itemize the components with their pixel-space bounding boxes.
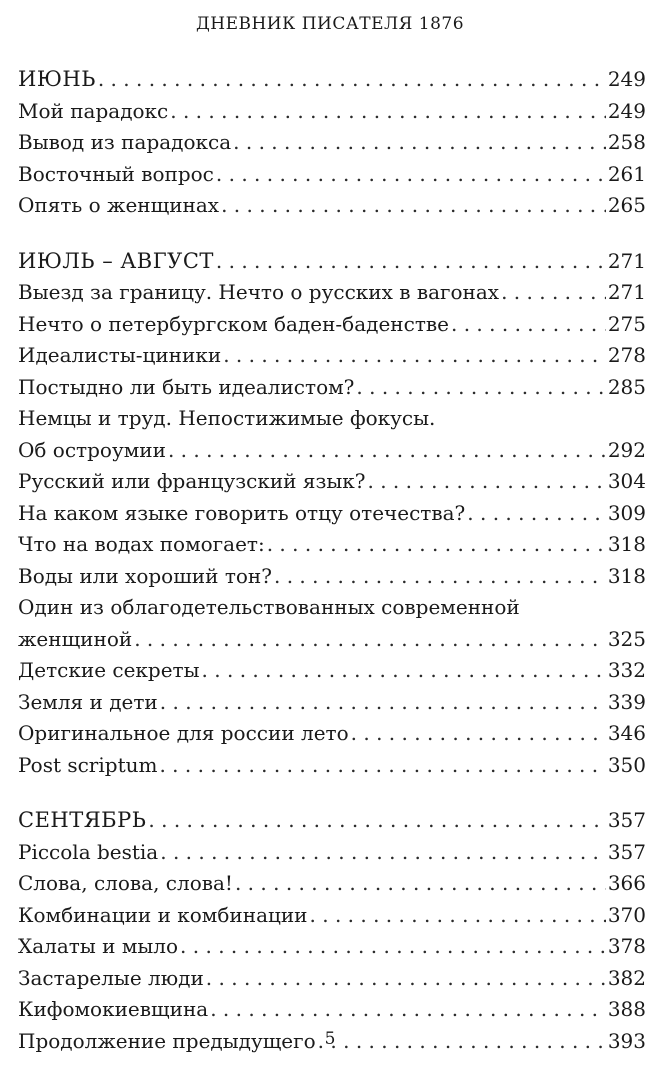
- entry-title: Земля и дети: [18, 689, 158, 714]
- toc-entry: [18, 624, 646, 656]
- entry-title: Вывод из парадокса: [18, 130, 232, 154]
- toc-entry: [18, 498, 646, 530]
- entry-title: Идеалисты-циники: [18, 343, 222, 367]
- entry-title-first-line: Один из облагодетельствованных современной: [18, 595, 520, 619]
- section-heading-title: ИЮНЬ: [18, 67, 96, 91]
- entry-title: Нечто о петербургском баден-баденстве: [18, 311, 449, 336]
- toc-entry: [18, 190, 646, 222]
- dot-leader: [368, 466, 606, 498]
- toc-entry: [18, 529, 646, 561]
- entry-title: Оригинальное для россии лето: [18, 721, 349, 745]
- dot-leader: [235, 868, 606, 900]
- entry-title: Что на водах помогает:: [18, 532, 265, 556]
- page-number: 350: [607, 752, 646, 777]
- toc-entry: [18, 561, 646, 593]
- page-number: 285: [607, 374, 646, 399]
- entry-title: Кифомокиевщина: [18, 997, 209, 1021]
- entry-title: Халаты и мыло: [18, 934, 179, 958]
- page-number: 388: [607, 997, 646, 1021]
- dot-leader: [206, 963, 606, 995]
- page-number: 258: [607, 130, 646, 154]
- page-number: 382: [607, 965, 646, 990]
- dot-leader: [210, 994, 606, 1026]
- toc-entry: [18, 96, 646, 128]
- dot-leader: [134, 624, 606, 656]
- entry-title-first-line: Немцы и труд. Непостижимые фокусы.: [18, 406, 436, 430]
- dot-leader: [310, 900, 606, 932]
- page-number: 249: [607, 98, 646, 123]
- dot-leader: [168, 435, 606, 467]
- toc-entry: [18, 340, 646, 372]
- running-head: ДНЕВНИК ПИСАТЕЛЯ 1876: [195, 14, 465, 34]
- entry-title: Детские секреты: [18, 658, 200, 682]
- toc-entry: [18, 655, 646, 687]
- dot-leader: [216, 246, 606, 278]
- entry-title: Комбинации и комбинации: [18, 902, 308, 927]
- entry-title: Piccola bestia: [18, 839, 159, 864]
- dot-leader: [351, 718, 606, 750]
- dot-leader: [274, 561, 606, 593]
- dot-leader: [170, 96, 606, 128]
- entry-title: На каком языке говорить отцу отечества?: [18, 500, 466, 525]
- toc-entry: [18, 372, 646, 404]
- entry-title: Восточный вопрос: [18, 161, 214, 186]
- entry-title-continuation: женщиной: [18, 626, 133, 651]
- toc-entry: [18, 900, 646, 932]
- page-number: 304: [607, 469, 646, 493]
- entry-title: Застарелые люди: [18, 965, 204, 990]
- toc-entry: [18, 309, 646, 341]
- toc-entry: [18, 750, 646, 782]
- page-folio-number: 5: [324, 1029, 336, 1049]
- entry-title: Продолжение предыдущего: [18, 1028, 316, 1053]
- dot-leader: [267, 529, 606, 561]
- dot-leader: [98, 64, 606, 96]
- toc-section-september: [18, 805, 646, 1057]
- entry-title: Слова, слова, слова!: [18, 871, 233, 895]
- dot-leader: [356, 372, 605, 404]
- page-number: 325: [607, 626, 646, 651]
- page-number: 271: [607, 248, 646, 273]
- dot-leader: [233, 127, 606, 159]
- dot-leader: [451, 309, 606, 341]
- dot-leader: [160, 837, 606, 869]
- page-number: 339: [607, 689, 646, 714]
- toc-entry: [18, 994, 646, 1026]
- entry-title: Post scriptum: [18, 752, 158, 777]
- toc-entry: [18, 963, 646, 995]
- dot-leader: [202, 655, 606, 687]
- toc-entry: [18, 435, 646, 467]
- page-number: 357: [607, 839, 646, 864]
- dot-leader: [467, 498, 606, 530]
- toc-entry: [18, 277, 646, 309]
- dot-leader: [223, 340, 606, 372]
- toc-entry: [18, 837, 646, 869]
- entry-title: Мой парадокс: [18, 98, 169, 123]
- toc-entry: [18, 687, 646, 719]
- page-number: 261: [607, 161, 646, 186]
- page-number: 393: [607, 1028, 646, 1053]
- page-number: 318: [607, 563, 646, 588]
- page-number: 346: [607, 721, 646, 745]
- entry-title: Опять о женщинах: [18, 193, 220, 217]
- toc-entry: [18, 931, 646, 963]
- section-heading-title: СЕНТЯБРЬ: [18, 808, 147, 832]
- dot-leader: [221, 190, 606, 222]
- page-number: 249: [607, 67, 646, 91]
- page-number: 271: [607, 280, 646, 304]
- page-number: 318: [607, 532, 646, 556]
- page-number: 309: [607, 500, 646, 525]
- toc-heading-entry: [18, 246, 646, 278]
- toc-entry: [18, 718, 646, 750]
- toc-entry: [18, 868, 646, 900]
- entry-title: Выезд за границу. Нечто о русских в вагонах: [18, 280, 500, 304]
- dot-leader: [148, 805, 605, 837]
- page-number: 370: [607, 902, 646, 927]
- toc-heading-entry: [18, 64, 646, 96]
- section-heading-title: ИЮЛЬ – АВГУСТ: [18, 248, 214, 273]
- toc-section-june: [18, 64, 646, 222]
- toc-section-july-august: [18, 246, 646, 782]
- entry-title: Воды или хороший тон?: [18, 563, 272, 588]
- dot-leader: [160, 687, 606, 719]
- entry-title-continuation: Об остроумии: [18, 437, 166, 462]
- table-of-contents: [18, 64, 646, 1081]
- dot-leader: [180, 931, 606, 963]
- dot-leader: [159, 750, 605, 782]
- dot-leader: [501, 277, 606, 309]
- page-number: 275: [607, 311, 646, 336]
- page-number: 278: [607, 343, 646, 367]
- entry-title: Русский или французский язык?: [18, 469, 366, 493]
- dot-leader: [216, 159, 606, 191]
- toc-entry: [18, 159, 646, 191]
- page-number: 265: [607, 193, 646, 217]
- page-number: 366: [607, 871, 646, 895]
- page-number: 357: [607, 808, 646, 832]
- toc-entry: [18, 466, 646, 498]
- toc-heading-entry: [18, 805, 646, 837]
- entry-title: Постыдно ли быть идеалистом?: [18, 374, 355, 399]
- page-number: 332: [607, 658, 646, 682]
- page-number: 378: [607, 934, 646, 958]
- toc-entry: [18, 127, 646, 159]
- page-number: 292: [607, 437, 646, 462]
